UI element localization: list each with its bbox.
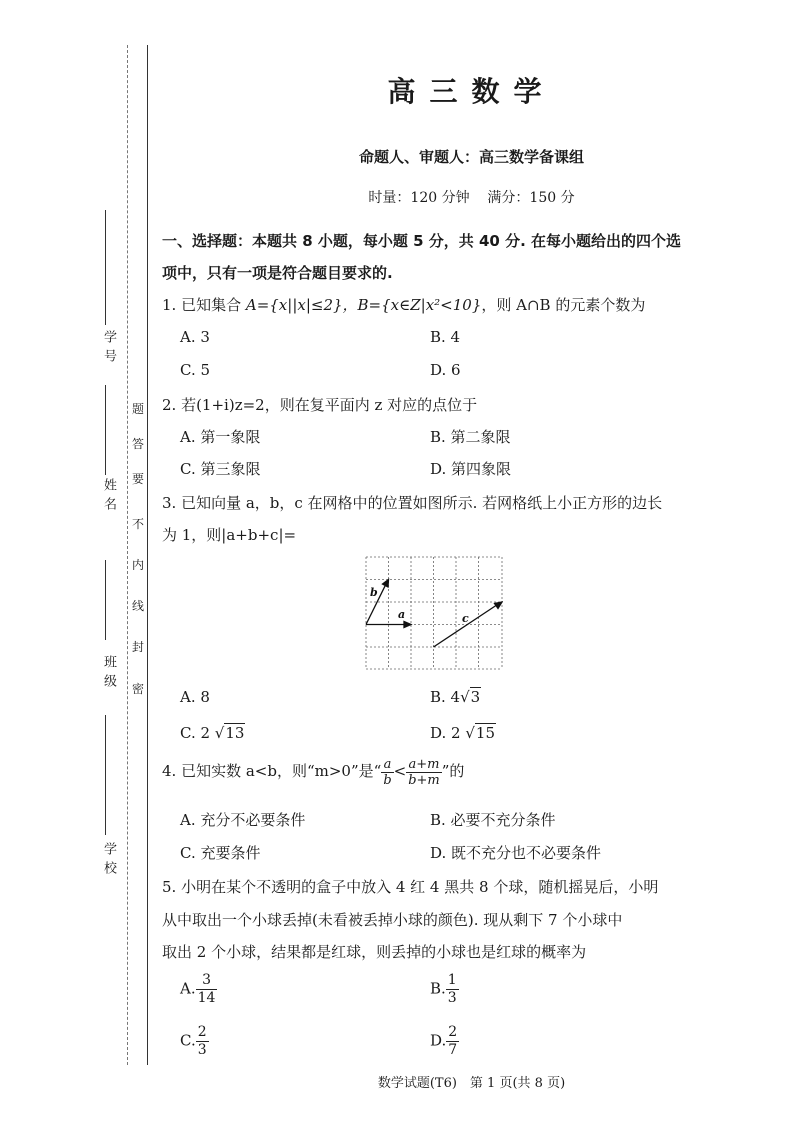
q3-option-b: B. 4√3 — [430, 688, 481, 706]
frac-den: 7 — [448, 1042, 458, 1058]
binding-line — [147, 45, 148, 1065]
exam-time-score — [150, 187, 793, 207]
q5-c-frac — [196, 1024, 209, 1059]
q5-c-label: C. — [180, 1031, 196, 1050]
q5-d-label: D. — [430, 1031, 447, 1050]
vector-grid-figure — [365, 556, 503, 670]
q4-option-c: C. 充要条件 — [180, 844, 261, 862]
frac-den: 3 — [197, 1042, 207, 1058]
q5-option-b — [430, 972, 459, 1007]
q4-suffix: ”的 — [441, 762, 465, 780]
q4-prefix: 4. 已知实数 a<b，则“m>0”是“ — [162, 762, 382, 780]
q3-b-label: B. 4 — [430, 688, 461, 706]
seal-char: 封 — [131, 640, 144, 654]
q3-d-label: D. 2 — [430, 724, 461, 742]
seal-char: 题 — [131, 402, 144, 416]
label-b: b — [370, 586, 378, 599]
seal-char: 线 — [131, 599, 144, 613]
section-heading-line2: 项中，只有一项是符合题目要求的. — [162, 264, 393, 282]
q5-b-frac — [446, 972, 459, 1007]
class-blank — [105, 560, 106, 640]
page-footer: 数学试题(T6) 第 1 页(共 8 页) — [377, 1076, 566, 1091]
frac-num: 3 — [196, 972, 218, 990]
student-id-blank — [105, 210, 106, 325]
exam-title: 高三数学 — [387, 75, 556, 108]
q1-option-b: B. 4 — [430, 328, 461, 346]
q4-option-a: A. 充分不必要条件 — [180, 811, 306, 829]
q3-option-c: C. 2 √13 — [180, 724, 245, 742]
q1-suffix: ，则 A∩B 的元素个数为 — [481, 296, 646, 314]
question-3-stem-line1: 3. 已知向量 a，b，c 在网格中的位置如图所示. 若网格纸上小正方形的边长 — [162, 494, 663, 512]
q5-d-frac — [446, 1024, 459, 1059]
question-5-stem-line3: 取出 2 个小球，结果都是红球，则丢掉的小球也是红球的概率为 — [162, 943, 587, 961]
question-4-stem — [162, 756, 737, 788]
q5-a-label: A. — [180, 979, 196, 998]
label-c: c — [462, 612, 469, 625]
frac-den: 3 — [447, 990, 457, 1006]
q3-b-radical: 3 — [470, 688, 481, 706]
seal-char: 要 — [131, 472, 144, 486]
q2-option-b: B. 第二象限 — [430, 428, 511, 446]
exam-authors: 命题人、审题人：高三数学备课组 — [358, 148, 584, 166]
full-score: 满分：150 分 — [487, 190, 575, 206]
q5-b-label: B. — [430, 979, 446, 998]
seal-char: 答 — [131, 437, 144, 451]
frac-den: b+m — [408, 772, 440, 788]
q4-lt: < — [393, 762, 407, 780]
q5-option-c — [180, 1024, 209, 1059]
q1-option-c: C. 5 — [180, 361, 211, 379]
frac-num: a — [381, 757, 393, 773]
q2-option-c: C. 第三象限 — [180, 460, 261, 478]
school-blank — [105, 715, 106, 835]
seal-char: 不 — [131, 517, 144, 531]
school-label: 学校 — [101, 842, 116, 880]
question-5-stem-line2: 从中取出一个小球丢掉(未看被丢掉小球的颜色). 现从剩下 7 个小球中 — [162, 911, 623, 929]
q2-option-a: A. 第一象限 — [180, 428, 261, 446]
q5-a-frac — [196, 972, 218, 1007]
q3-option-a: A. 8 — [180, 688, 210, 706]
q4-option-d: D. 既不充分也不必要条件 — [430, 844, 602, 862]
section-heading-line1: 一、选择题：本题共 8 小题，每小题 5 分，共 40 分. 在每小题给出的四个选 — [162, 232, 682, 250]
q3-c-radical: 13 — [225, 724, 245, 742]
q3-d-radical: 15 — [475, 724, 495, 742]
q4-option-b: B. 必要不充分条件 — [430, 811, 556, 829]
label-a: a — [398, 608, 406, 621]
q4-frac-a-b — [381, 757, 393, 788]
frac-num: 1 — [447, 972, 457, 988]
q3-option-d: D. 2 √15 — [430, 724, 495, 742]
question-3-stem-line2: 为 1，则|a+b+c|= — [162, 526, 297, 544]
q2-option-d: D. 第四象限 — [430, 460, 512, 478]
q1-prefix: 1. 已知集合 — [162, 296, 246, 314]
frac-den: 14 — [197, 990, 216, 1006]
student-id-label: 学号 — [101, 330, 116, 368]
q4-frac-am-bm — [406, 757, 442, 788]
cut-line — [127, 45, 128, 1065]
vector-c — [434, 604, 500, 648]
frac-num: 2 — [448, 1024, 458, 1040]
q5-option-d — [430, 1024, 459, 1059]
seal-char: 密 — [131, 682, 144, 696]
question-5-stem-line1: 5. 小明在某个不透明的盒子中放入 4 红 4 黑共 8 个球，随机摇晃后，小明 — [162, 878, 659, 896]
q3-c-label: C. 2 — [180, 724, 211, 742]
q1-math: A={x||x|≤2}，B={x∈Z|x²<10} — [245, 296, 482, 314]
time-limit: 时量：120 分钟 — [368, 190, 470, 206]
frac-num: 2 — [197, 1024, 207, 1040]
q1-option-d: D. 6 — [430, 361, 461, 379]
q1-option-a: A. 3 — [180, 328, 210, 346]
question-1-stem — [162, 290, 737, 320]
question-2-stem: 2. 若(1+i)z=2，则在复平面内 z 对应的点位于 — [162, 396, 478, 414]
q5-option-a — [180, 972, 217, 1007]
name-label: 姓名 — [101, 478, 116, 516]
seal-char: 内 — [131, 558, 144, 572]
frac-den: b — [383, 772, 392, 788]
class-label: 班级 — [101, 655, 116, 693]
name-blank — [105, 385, 106, 475]
frac-num: a+m — [406, 757, 442, 773]
